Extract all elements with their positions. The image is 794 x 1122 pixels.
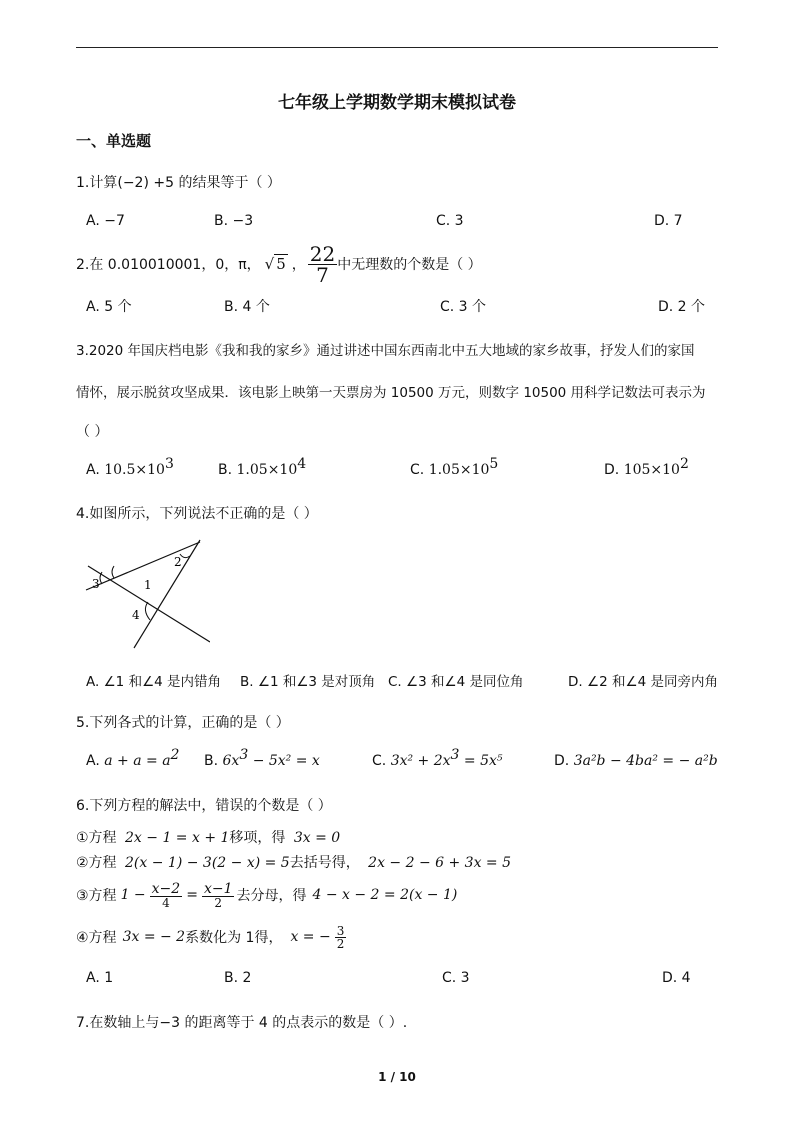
q2-option-a: A. 5 个 bbox=[86, 299, 132, 315]
q3-option-d: D. $105\times 10^2$ bbox=[604, 456, 689, 478]
q2-fraction-num: 22 bbox=[309, 241, 336, 266]
q5-option-b: B. $6x^3 - 5x^2 = x$ bbox=[204, 747, 320, 769]
q1-option-d: D. 7 bbox=[654, 213, 683, 229]
q1-option-c: C. 3 bbox=[436, 213, 464, 229]
q2-fraction-den: 7 bbox=[316, 262, 329, 287]
q4-geometry-figure bbox=[84, 538, 210, 650]
q6-item4-fraction: $\frac{3}{2}$ bbox=[336, 923, 345, 951]
q4-option-b: B. ∠1 和∠3 是对顶角 bbox=[240, 674, 376, 690]
figure-label-1: 1 bbox=[144, 578, 152, 592]
q2-option-d: D. 2 个 bbox=[658, 299, 706, 315]
q6-option-d: D. 4 bbox=[662, 970, 691, 986]
q5-option-d: D. 3a²b − 4ba² = − a²b bbox=[554, 753, 718, 769]
q1-option-b: B. −3 bbox=[214, 213, 254, 229]
q4-option-c: C. ∠3 和∠4 是同位角 bbox=[388, 674, 524, 690]
q3-option-b: B. $1.05\times 10^4$ bbox=[218, 456, 307, 478]
question-6-stem: 6.下列方程的解法中，错误的个数是（ ） bbox=[76, 798, 332, 814]
question-7-stem: 7.在数轴上与−3 的距离等于 4 的点表示的数是（ ）. bbox=[76, 1015, 408, 1031]
q6-item-1: ①方程 2x − 1 = x + 1移项，得 3x = 0 bbox=[76, 830, 341, 846]
q6-option-c: C. 3 bbox=[442, 970, 470, 986]
q2-stem-end: 中无理数的个数是（ ） bbox=[337, 257, 482, 273]
figure-label-4: 4 bbox=[132, 608, 140, 622]
question-4-stem: 4.如图所示，下列说法不正确的是（ ） bbox=[76, 506, 318, 522]
figure-label-2: 2 bbox=[174, 555, 182, 569]
q4-option-a: A. ∠1 和∠4 是内错角 bbox=[86, 674, 222, 690]
q6-item-3: ③方程 1 − $\frac{x-2}{4}$ = $\frac{x-1}{2}$ 去分母，得 4 − x − 2 = 2(x − 1) bbox=[76, 880, 458, 910]
q3-option-a: A. $10.5\times 10^3$ bbox=[86, 456, 174, 478]
q5-option-a: A. $a + a = a^2$ bbox=[86, 747, 180, 769]
question-1-stem: 1.计算(−2) +5 的结果等于（ ） bbox=[76, 175, 281, 191]
question-2-stem: 2.在 0.010010001，0，π， √ 5 ， $\frac{22}{7}$ 中无理数的个数是（ ） bbox=[76, 241, 482, 287]
q6-option-a: A. 1 bbox=[86, 970, 114, 986]
q2-sqrt-value: 5 bbox=[276, 255, 286, 273]
question-3-line-2: 情怀，展示脱贫攻坚成果．该电影上映第一天票房为 10500 万元，则数字 10500 用科学记数法可表示为 bbox=[76, 385, 706, 401]
question-3-line-1: 3.2020 年国庆档电影《我和我的家乡》通过讲述中国东西南北中五大地域的家乡故事，抒发人们的家国 bbox=[76, 343, 695, 359]
q6-item-2: ②方程 2(x − 1) − 3(2 − x) = 5去括号得， 2x − 2 − 6 + 3x = 5 bbox=[76, 855, 512, 871]
q6-item3-fraction-2: $\frac{x-1}{2}$ bbox=[203, 880, 233, 910]
q6-item-4: ④方程 3x = − 2 系数化为 1得， x = − $\frac{3}{2}$ bbox=[76, 923, 345, 951]
question-5-stem: 5.下列各式的计算，正确的是（ ） bbox=[76, 715, 290, 731]
figure-label-3: 3 bbox=[92, 577, 100, 591]
q3-option-c: C. $1.05\times 10^5$ bbox=[410, 456, 499, 478]
angle-arc-1 bbox=[112, 566, 114, 578]
q5-option-c: C. $3x^2 + 2x^3 = 5x^5$ bbox=[372, 747, 503, 769]
q2-fraction bbox=[308, 241, 337, 287]
q4-option-d: D. ∠2 和∠4 是同旁内角 bbox=[568, 674, 718, 690]
page-title: 七年级上学期数学期末模拟试卷 bbox=[278, 93, 516, 113]
page-number: 1 / 10 bbox=[378, 1070, 416, 1084]
q1-option-a: A. −7 bbox=[86, 213, 125, 229]
q2-option-c: C. 3 个 bbox=[440, 299, 487, 315]
question-3-line-3: （ ） bbox=[76, 424, 109, 440]
q2-option-b: B. 4 个 bbox=[224, 299, 270, 315]
q6-option-b: B. 2 bbox=[224, 970, 252, 986]
q6-item3-fraction-1: $\frac{x-2}{4}$ bbox=[151, 880, 181, 910]
figure-line-1 bbox=[86, 542, 200, 590]
header-rule bbox=[76, 47, 718, 48]
q2-stem-start: 2.在 0.010010001，0，π， bbox=[76, 257, 261, 273]
q2-sqrt: √ 5 bbox=[264, 255, 286, 273]
section-heading: 一、单选题 bbox=[76, 132, 152, 150]
